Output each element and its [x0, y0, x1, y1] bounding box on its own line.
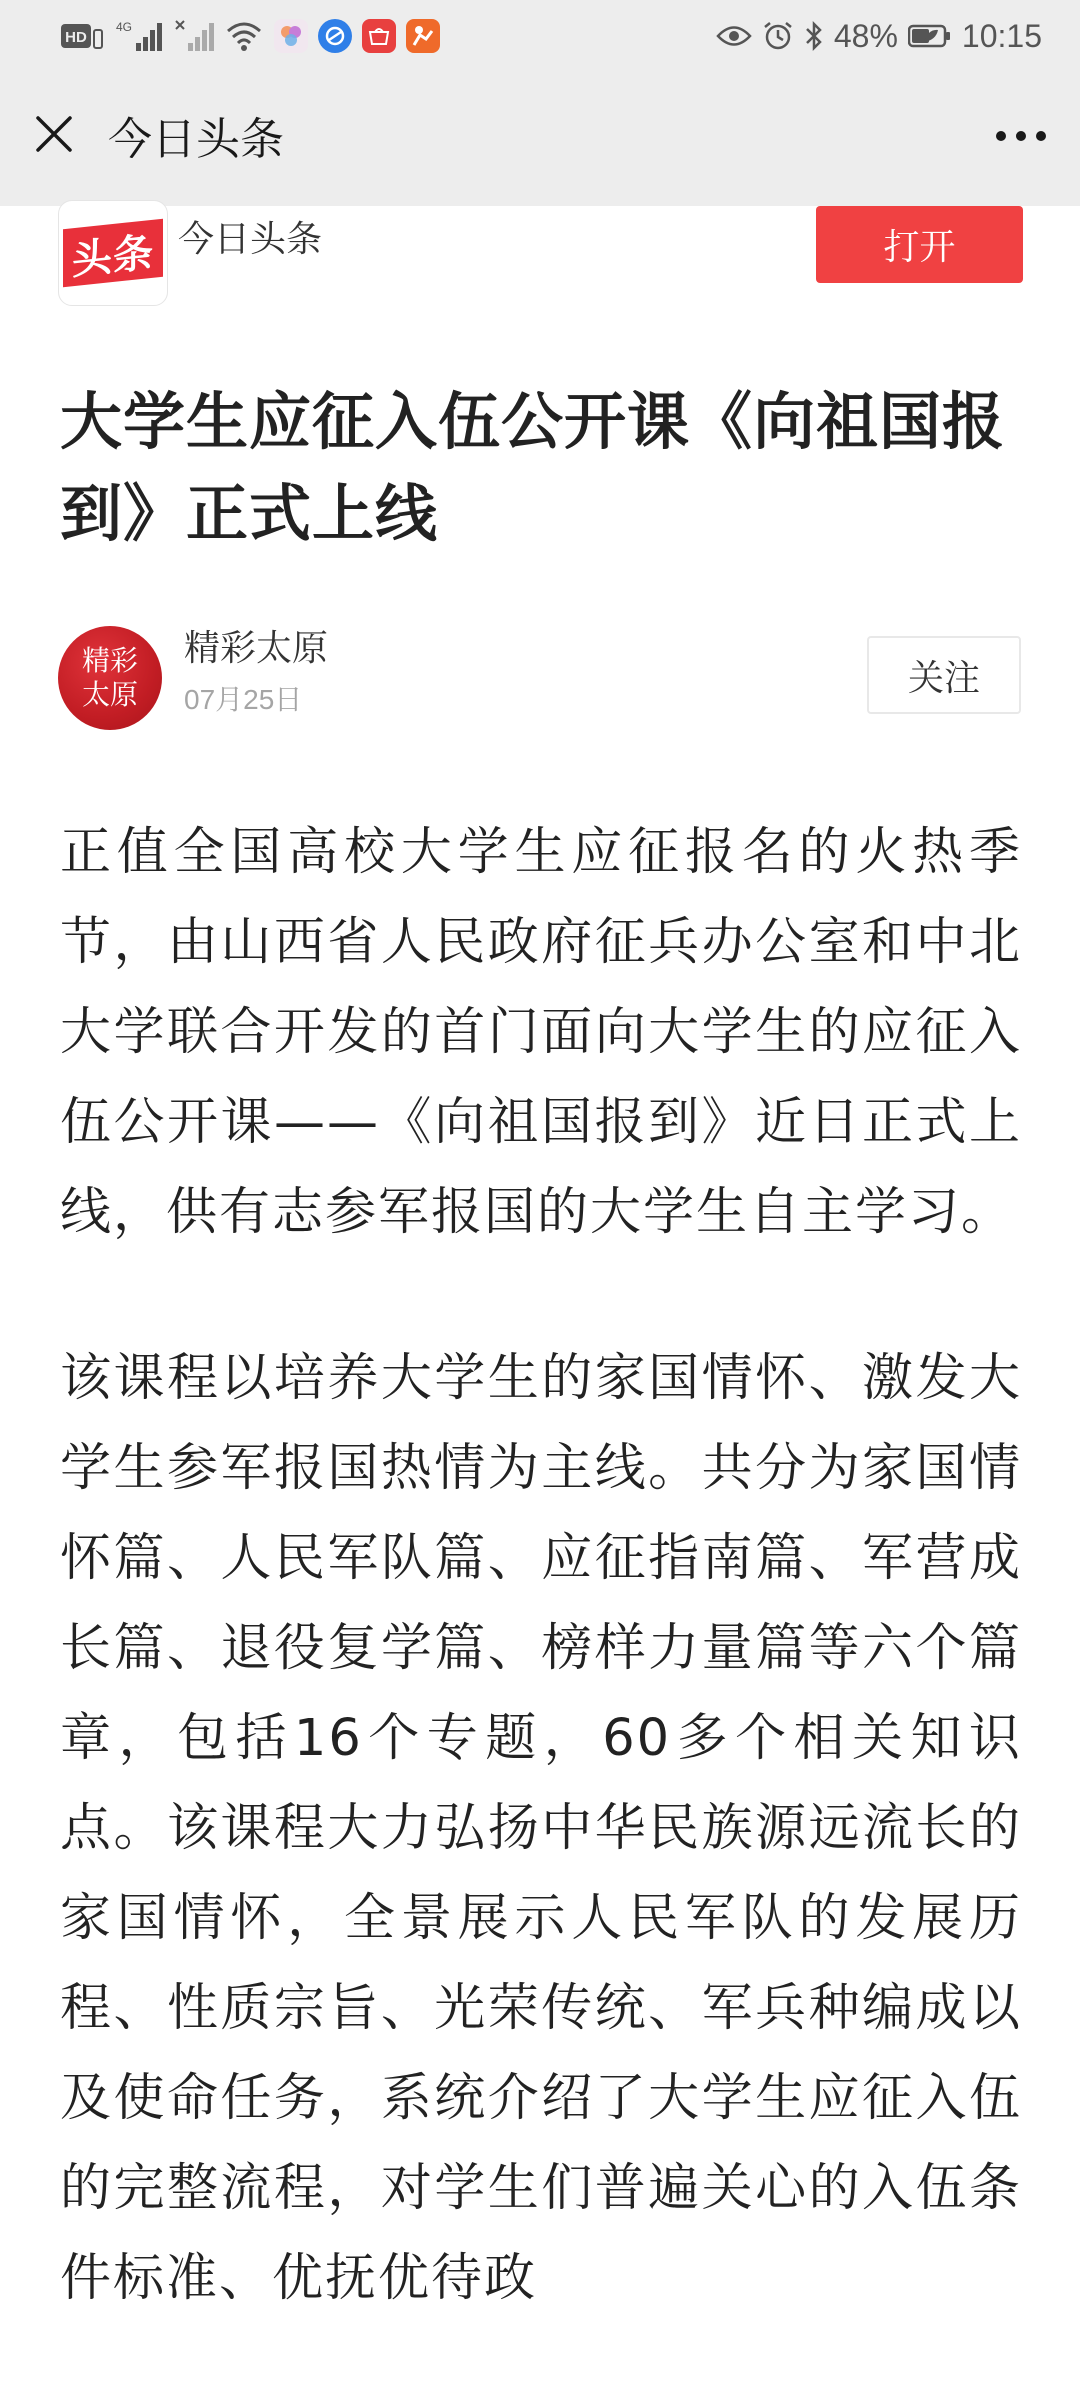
article-paragraph: 该课程以培养大学生的家国情怀、激发大学生参军报国热情为主线。共分为家国情怀篇、人民军队篇、应征指南篇、军营成长篇、退役复学篇、榜样力量篇等六个篇章，包括16个专题，60多个相关知识点。该课程大力弘扬中华民族源远流长的家国情怀，全景展示人民军队的发展历程、性质宗旨、光荣传统、军兵种编成以及使命任务，系统介绍了大学生应征入伍的完整流程，对学生们普遍关心的入伍条件标准、优抚优待政 — [60, 1349, 1022, 2308]
author-avatar[interactable] — [58, 626, 162, 730]
battery-saver-icon — [908, 23, 952, 49]
open-app-button[interactable]: 打开 — [816, 206, 1023, 283]
status-left-group — [60, 16, 440, 56]
author-row — [0, 626, 1080, 736]
status-bar — [0, 0, 1080, 72]
signal-4g-icon — [114, 19, 164, 53]
app-notification-icon — [274, 19, 308, 53]
browser-title-bar — [0, 72, 1080, 206]
signal-no-service-icon — [174, 19, 214, 53]
toutiao-logo — [58, 200, 168, 306]
follow-button[interactable]: 关注 — [867, 636, 1021, 714]
svg-text:4G: 4G — [116, 20, 133, 34]
wifi-icon — [224, 19, 264, 53]
alarm-icon — [762, 20, 794, 52]
clock: 10:15 — [961, 17, 1042, 54]
close-button[interactable] — [22, 104, 86, 168]
article-title: 大学生应征入伍公开课《向祖国报到》正式上线 — [60, 385, 1006, 550]
close-icon — [34, 114, 74, 158]
svg-text:HD: HD — [65, 29, 87, 46]
more-options-button[interactable] — [984, 104, 1058, 168]
battery-percent: 48% — [833, 17, 898, 54]
app-download-banner — [0, 206, 1080, 306]
author-name[interactable]: 精彩太原 — [184, 628, 329, 669]
bluetooth-icon — [804, 20, 824, 52]
avatar-text-line-2: 太原 — [81, 678, 138, 711]
publish-date: 07月25日 — [184, 684, 303, 715]
more-dots-icon — [995, 127, 1047, 146]
article-body — [60, 808, 1022, 2400]
eye-comfort-icon — [716, 23, 752, 49]
person-app-notification-icon — [406, 19, 440, 53]
hd-icon — [60, 22, 104, 50]
article-paragraph: 正值全国高校大学生应征报名的火热季节，由山西省人民政府征兵办公室和中北大学联合开发的首门面向大学生的应征入伍公开课——《向祖国报到》近日正式上线，供有志参军报国的大学生自主学习。 — [60, 823, 1022, 1242]
huawei-store-icon — [362, 19, 396, 53]
avatar-text-line-1: 精彩 — [81, 644, 138, 677]
browser-notification-icon — [318, 19, 352, 53]
banner-app-name: 今日头条 — [178, 219, 323, 260]
page-title: 今日头条 — [108, 114, 284, 165]
toutiao-logo-text: 头条 — [63, 219, 163, 288]
status-right-group — [716, 16, 1042, 56]
